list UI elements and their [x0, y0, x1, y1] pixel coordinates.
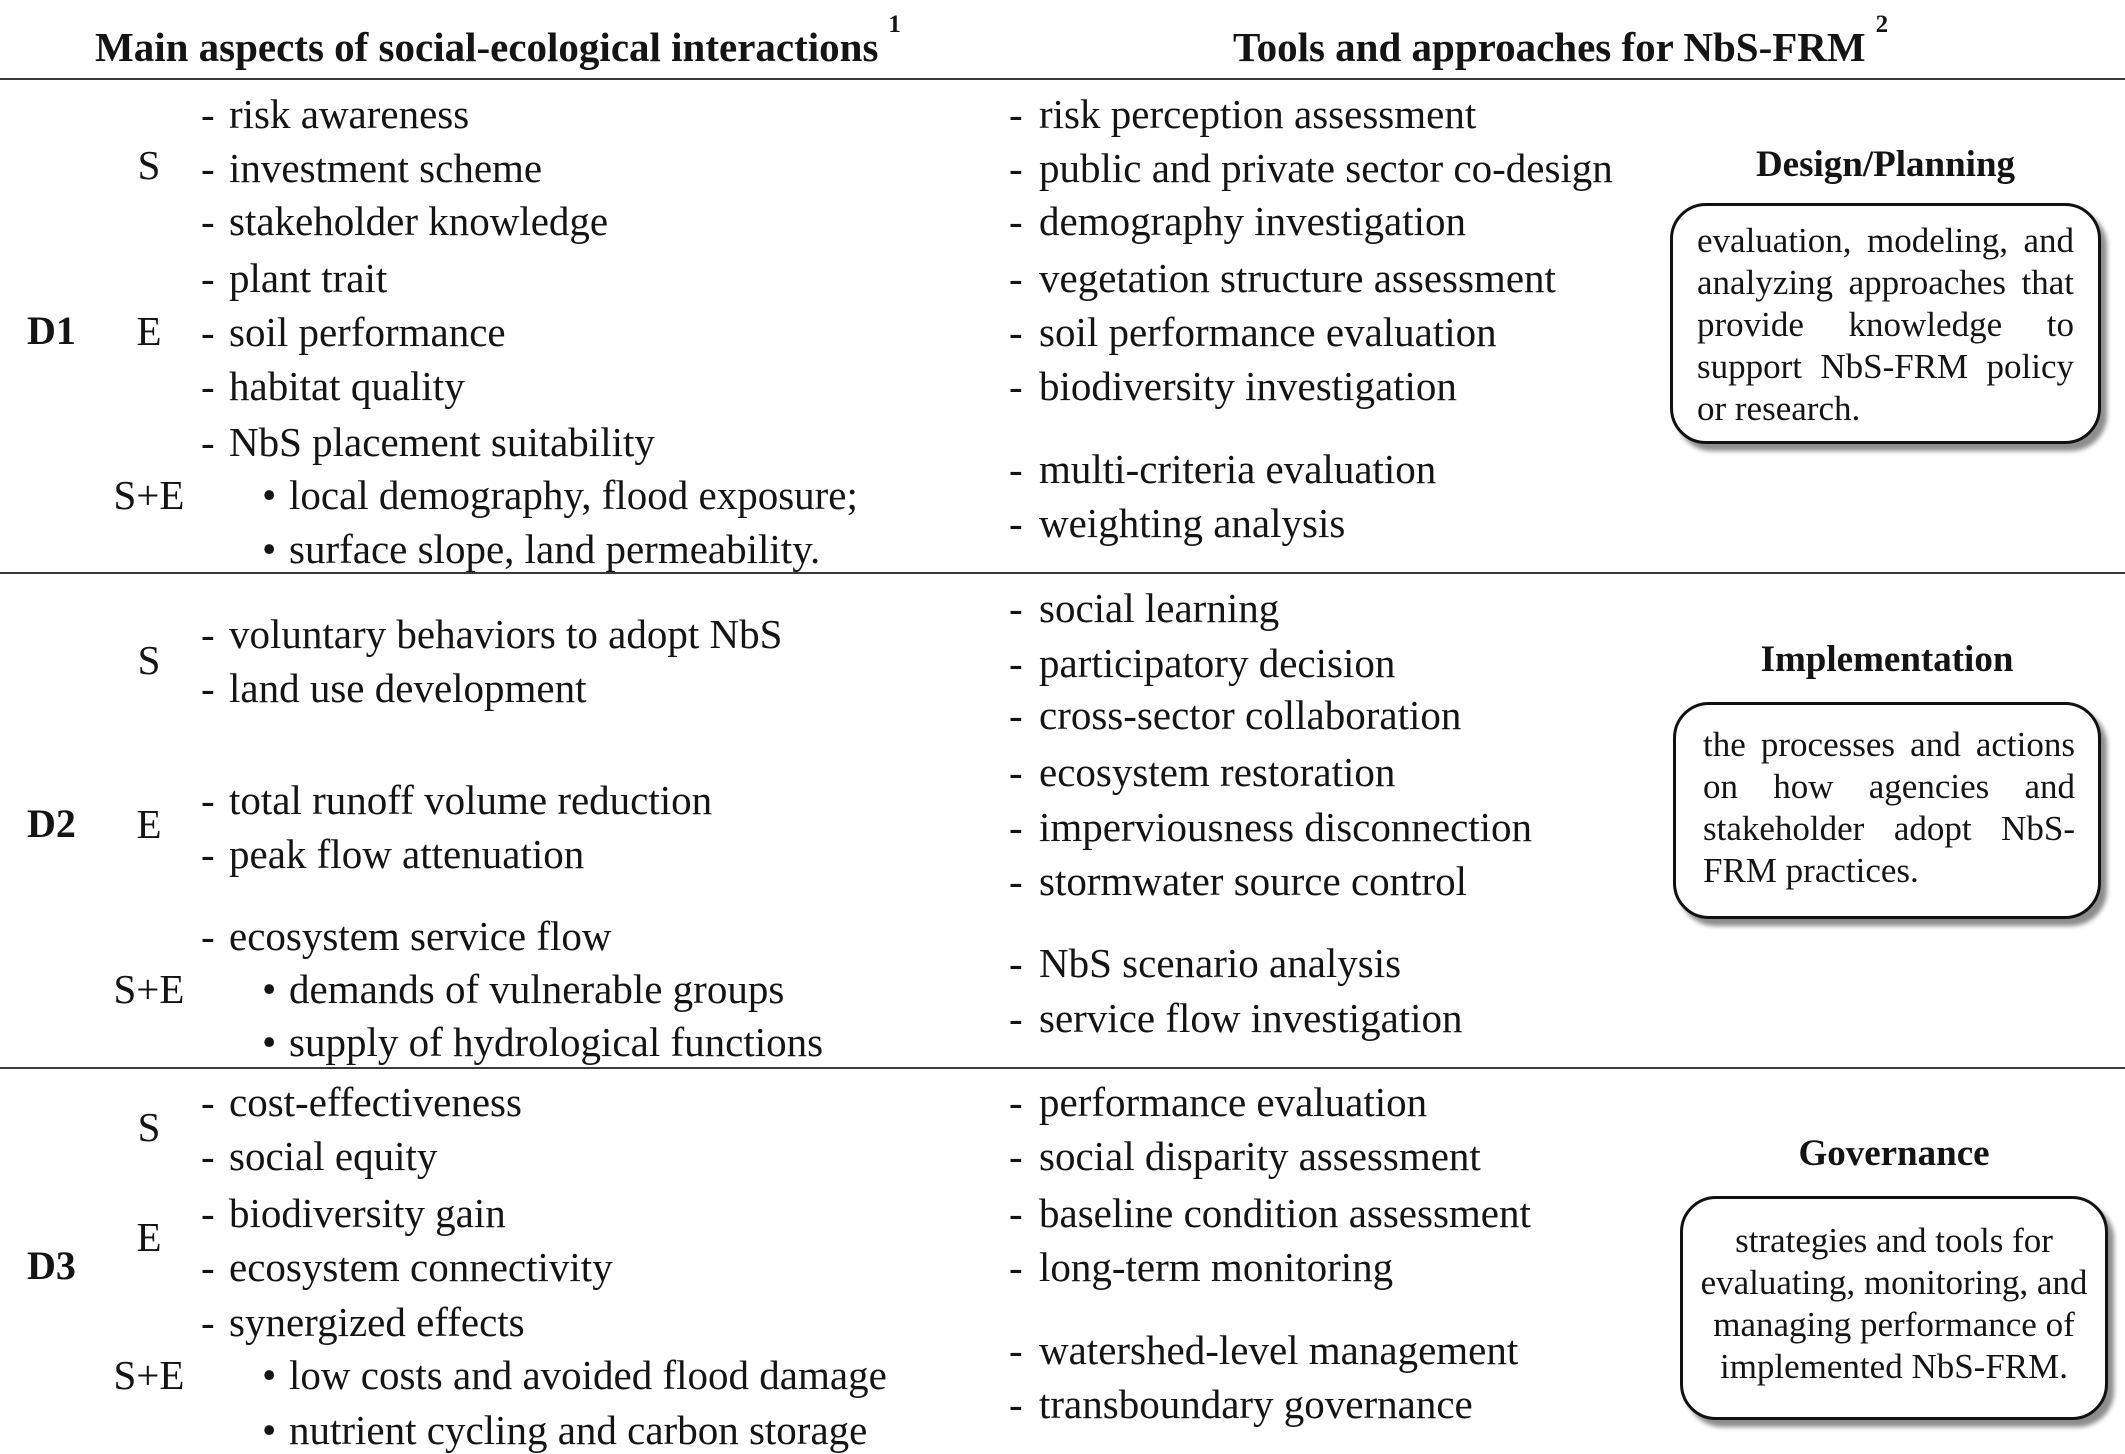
aspect-item — [201, 145, 542, 191]
list-dash: - — [201, 1190, 215, 1236]
group-label: S — [137, 1104, 161, 1150]
aspect-text: ecosystem connectivity — [229, 1244, 613, 1290]
group-label: E — [136, 308, 162, 354]
tools-column-header — [1233, 11, 1889, 70]
list-dash: - — [1009, 585, 1023, 631]
aspect-subitem — [262, 966, 784, 1012]
aspect-text: risk awareness — [229, 91, 470, 137]
tool-item — [1009, 145, 1613, 191]
aspect-text: synergized effects — [229, 1299, 525, 1345]
subitem-text: demands of vulnerable groups — [289, 966, 785, 1012]
list-dash: - — [1009, 804, 1023, 850]
tool-item — [1009, 1327, 1518, 1373]
list-dash: - — [201, 665, 215, 711]
list-dash: - — [1009, 309, 1023, 355]
list-dash: - — [1009, 1381, 1023, 1427]
list-dash: - — [1009, 749, 1023, 795]
tool-text: social learning — [1039, 585, 1280, 631]
tool-text: performance evaluation — [1039, 1079, 1428, 1125]
stage-description-box — [1680, 1196, 2108, 1420]
tool-item — [1009, 749, 1395, 795]
tool-item — [1009, 198, 1466, 244]
tool-item — [1009, 363, 1457, 409]
aspect-text: land use development — [229, 665, 587, 711]
list-dash: - — [201, 309, 215, 355]
list-dash: - — [1009, 1244, 1023, 1290]
list-dash: - — [201, 1244, 215, 1290]
tool-item — [1009, 1244, 1393, 1290]
tool-item — [1009, 804, 1532, 850]
aspect-subitem — [262, 526, 820, 572]
tool-item — [1009, 255, 1556, 301]
tool-item — [1009, 1133, 1481, 1179]
stage-description-line: or research. — [1697, 389, 1861, 428]
aspect-item — [201, 1190, 506, 1236]
tool-item — [1009, 1190, 1531, 1236]
stage-description-line: on how agencies and — [1703, 767, 2075, 806]
aspect-item — [201, 363, 465, 409]
list-dash: - — [1009, 640, 1023, 686]
aspect-item — [201, 665, 587, 711]
aspect-subitem — [262, 1352, 887, 1398]
list-dash: - — [1009, 91, 1023, 137]
aspect-item — [201, 777, 712, 823]
stage-description-line: evaluating, monitoring, and — [1700, 1263, 2088, 1302]
stage-description-line: evaluation, modeling, and — [1697, 221, 2074, 260]
list-dash: - — [201, 913, 215, 959]
stage-description-line: implemented NbS-FRM. — [1719, 1347, 2069, 1386]
aspect-item — [201, 1299, 525, 1345]
tool-text: ecosystem restoration — [1039, 749, 1396, 795]
list-dash: - — [201, 363, 215, 409]
list-dash: - — [201, 255, 215, 301]
list-dash: - — [201, 831, 215, 877]
aspect-text: investment scheme — [229, 145, 543, 191]
aspect-text: habitat quality — [229, 363, 465, 409]
list-dash: - — [1009, 858, 1023, 904]
stage-description-line: strategies and tools for — [1735, 1221, 2053, 1260]
aspect-item — [201, 419, 655, 465]
list-dash: - — [1009, 363, 1023, 409]
aspect-text: voluntary behaviors to adopt NbS — [229, 611, 783, 657]
row-label: D3 — [27, 1243, 76, 1288]
tool-text: demography investigation — [1039, 198, 1466, 244]
list-dash: - — [201, 1079, 215, 1125]
aspect-item — [201, 611, 782, 657]
aspect-text: total runoff volume reduction — [229, 777, 713, 823]
list-dash: - — [1009, 995, 1023, 1041]
tool-item — [1009, 640, 1395, 686]
tool-item — [1009, 585, 1279, 631]
tool-text: social disparity assessment — [1039, 1133, 1481, 1179]
row-divider — [0, 1067, 2125, 1069]
tool-text: weighting analysis — [1039, 500, 1346, 546]
list-bullet: • — [262, 526, 277, 572]
aspect-item — [201, 309, 506, 355]
tool-text: multi-criteria evaluation — [1039, 446, 1437, 492]
tool-item — [1009, 91, 1476, 137]
list-dash: - — [201, 91, 215, 137]
tool-item — [1009, 940, 1401, 986]
group-label: S+E — [113, 966, 185, 1012]
tool-item — [1009, 446, 1436, 492]
aspect-item — [201, 198, 608, 244]
row-divider — [0, 572, 2125, 574]
list-dash: - — [1009, 1079, 1023, 1125]
list-bullet: • — [262, 966, 277, 1012]
list-dash: - — [1009, 500, 1023, 546]
tool-text: long-term monitoring — [1039, 1244, 1394, 1290]
list-bullet: • — [262, 1352, 277, 1398]
tool-item — [1009, 309, 1497, 355]
subitem-text: low costs and avoided flood damage — [289, 1352, 887, 1398]
aspect-text: biodiversity gain — [229, 1190, 506, 1236]
stage-description-line: stakeholder adopt NbS- — [1703, 809, 2075, 848]
stage-title: Implementation — [1760, 639, 2014, 680]
list-dash: - — [1009, 940, 1023, 986]
tool-item — [1009, 500, 1345, 546]
list-dash: - — [1009, 255, 1023, 301]
group-label: S+E — [113, 1352, 185, 1398]
tool-text: stormwater source control — [1039, 858, 1468, 904]
list-dash: - — [201, 611, 215, 657]
tool-text: participatory decision — [1039, 640, 1396, 686]
group-label: S — [137, 142, 161, 188]
list-dash: - — [1009, 1327, 1023, 1373]
stage-description-line: analyzing approaches that — [1697, 263, 2074, 302]
aspect-item — [201, 1079, 522, 1125]
tool-text: service flow investigation — [1039, 995, 1463, 1041]
aspect-item — [201, 1133, 437, 1179]
list-dash: - — [201, 145, 215, 191]
tool-text: imperviousness disconnection — [1039, 804, 1533, 850]
list-bullet: • — [262, 472, 277, 518]
tool-item — [1009, 692, 1461, 738]
header-divider — [0, 78, 2125, 80]
aspect-item — [201, 1244, 613, 1290]
list-dash: - — [1009, 145, 1023, 191]
list-dash: - — [1009, 446, 1023, 492]
subitem-text: supply of hydrological functions — [289, 1019, 824, 1065]
list-dash: - — [201, 777, 215, 823]
stage-description-box — [1673, 702, 2101, 919]
tool-text: cross-sector collaboration — [1039, 692, 1462, 738]
group-label: S — [137, 637, 161, 683]
stage-description-line: the processes and actions — [1703, 725, 2075, 764]
group-label: E — [136, 801, 162, 847]
tool-text: soil performance evaluation — [1039, 309, 1497, 355]
tools-column-title: Tools and approaches for NbS-FRM — [1233, 24, 1866, 70]
aspects-column-header — [95, 11, 901, 70]
stage-description-line: support NbS-FRM policy — [1697, 347, 2074, 386]
row-label: D1 — [27, 308, 76, 353]
group-label: E — [136, 1214, 162, 1260]
aspect-text: peak flow attenuation — [229, 831, 585, 877]
list-dash: - — [201, 1133, 215, 1179]
stage-description-line: managing performance of — [1713, 1305, 2075, 1344]
list-bullet: • — [262, 1019, 277, 1065]
list-dash: - — [201, 198, 215, 244]
tool-text: vegetation structure assessment — [1039, 255, 1556, 301]
tool-item — [1009, 1079, 1427, 1125]
aspect-text: stakeholder knowledge — [229, 198, 609, 244]
tools-footnote-marker: 2 — [1875, 11, 1889, 38]
aspect-text: social equity — [229, 1133, 438, 1179]
aspect-text: NbS placement suitability — [229, 419, 655, 465]
aspects-footnote-marker: 1 — [888, 11, 901, 38]
list-dash: - — [1009, 692, 1023, 738]
list-dash: - — [1009, 198, 1023, 244]
aspect-item — [201, 831, 584, 877]
subitem-text: surface slope, land permeability. — [289, 526, 821, 572]
list-dash: - — [1009, 1190, 1023, 1236]
stage-description-box — [1670, 203, 2101, 444]
list-dash: - — [201, 1299, 215, 1345]
aspect-item — [201, 913, 612, 959]
aspect-text: cost-effectiveness — [229, 1079, 522, 1125]
stage-title: Governance — [1798, 1133, 1990, 1174]
aspect-item — [201, 255, 387, 301]
list-dash: - — [201, 419, 215, 465]
stage-description-line: provide knowledge to — [1697, 305, 2074, 344]
group-label: S+E — [113, 472, 185, 518]
aspect-text: soil performance — [229, 309, 506, 355]
tool-text: transboundary governance — [1039, 1381, 1473, 1427]
tool-text: biodiversity investigation — [1039, 363, 1457, 409]
aspects-column-title: Main aspects of social-ecological interactions — [95, 24, 879, 70]
stage-title: Design/Planning — [1755, 144, 2016, 185]
list-dash: - — [1009, 1133, 1023, 1179]
subitem-text: nutrient cycling and carbon storage — [289, 1407, 868, 1453]
stage-description-line: FRM practices. — [1703, 851, 1919, 890]
tool-text: risk perception assessment — [1039, 91, 1477, 137]
tool-text: baseline condition assessment — [1039, 1190, 1531, 1236]
aspect-text: plant trait — [229, 255, 388, 301]
aspect-item — [201, 91, 469, 137]
tool-item — [1009, 995, 1463, 1041]
aspect-text: ecosystem service flow — [229, 913, 612, 959]
subitem-text: local demography, flood exposure; — [289, 472, 858, 518]
aspect-subitem — [262, 1019, 823, 1065]
tool-text: NbS scenario analysis — [1039, 940, 1402, 986]
tool-item — [1009, 858, 1467, 904]
tool-text: public and private sector co-design — [1039, 145, 1613, 191]
list-bullet: • — [262, 1407, 277, 1453]
row-label: D2 — [27, 801, 76, 846]
tool-text: watershed-level management — [1039, 1327, 1519, 1373]
tool-item — [1009, 1381, 1473, 1427]
aspect-subitem — [262, 1407, 867, 1453]
aspect-subitem — [262, 472, 858, 518]
